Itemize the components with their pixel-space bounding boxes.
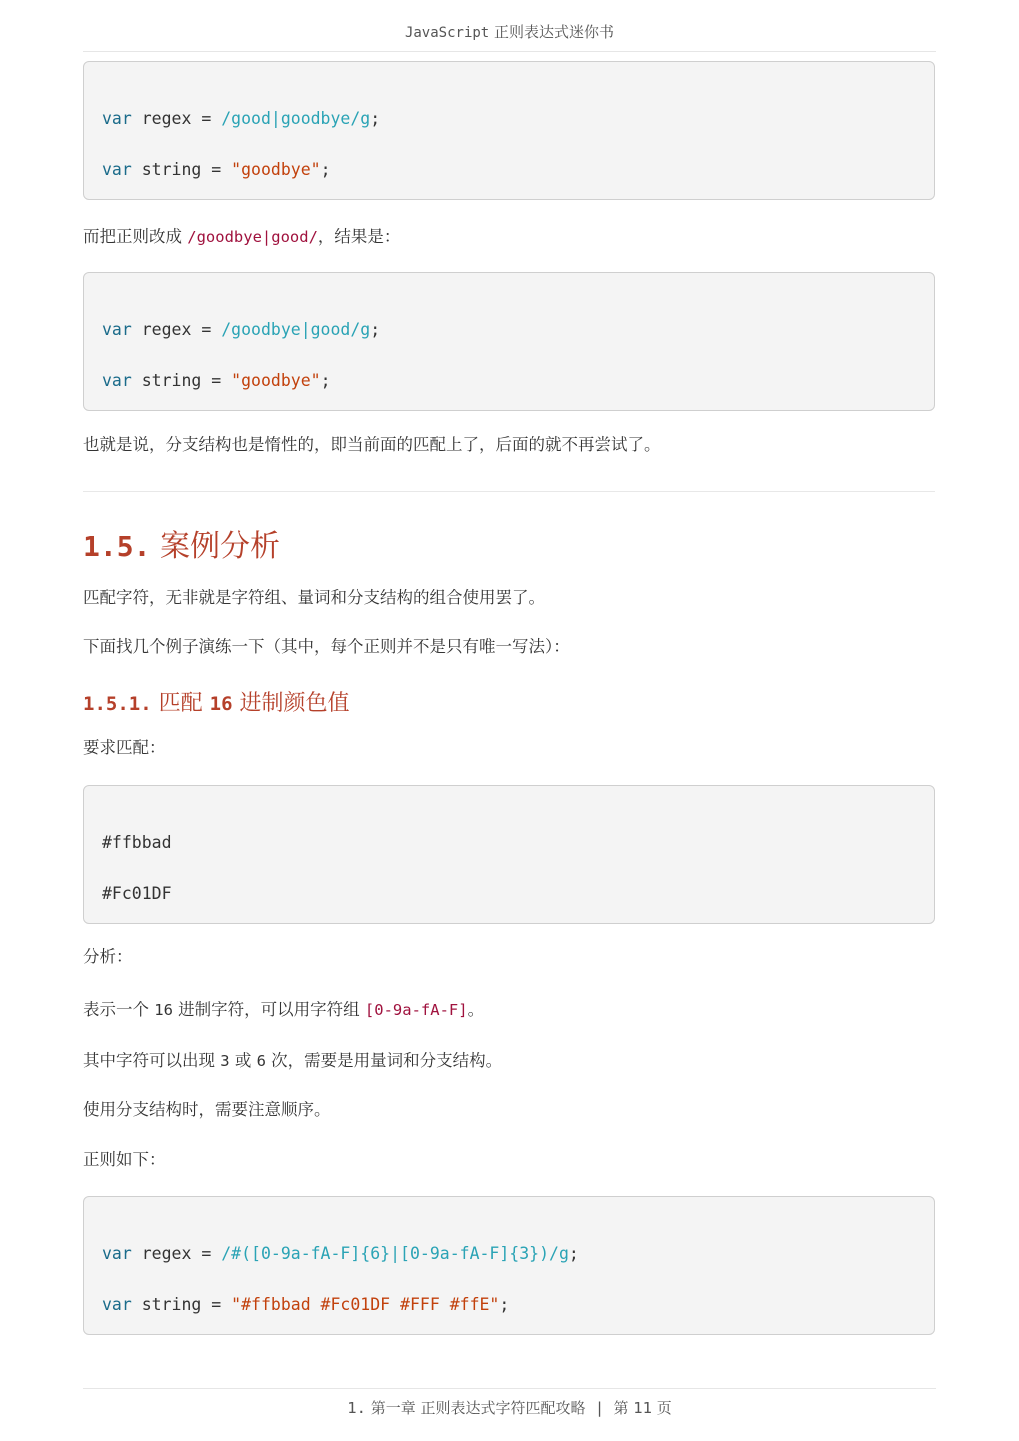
code-text: regex = [131,1244,222,1264]
section-title: 案例分析 [150,529,280,564]
string-literal: "goodbye" [231,159,321,179]
code-text: string = [131,1294,232,1314]
text: ，结果是： [317,227,401,246]
page-header [83,0,936,52]
string-literal: "goodbye" [231,370,321,390]
paragraph-intro: 匹配字符，无非就是字符组、量词和分支结构的组合使用罢了。 [83,588,545,607]
header-title-prefix: JavaScript [404,25,490,41]
code-text: ; [320,370,331,390]
code-line: #ffbbad [102,833,172,853]
number-text: 16 [154,1001,173,1019]
subsection-title-part: 匹配 [151,691,210,716]
paragraph-analysis-label: 分析： [83,947,133,966]
code-text: ; [370,109,381,129]
code-block-3 [83,785,935,924]
regex-literal: /#([0-9a-fA-F]{6}|[0-9a-fA-F]{3})/g [221,1244,569,1264]
code-line: #Fc01DF [102,883,172,903]
code-text: string = [131,370,232,390]
footer-page-text: 页 [651,1399,672,1417]
section-heading [83,524,280,570]
text: 而把正则改成 [83,227,188,246]
section-divider [83,491,935,492]
footer-page-number: 11 [633,1399,652,1417]
paragraph-hex-char [83,997,935,1023]
footer-separator: | [585,1399,614,1417]
code-block-4 [83,1196,935,1335]
header-title-suffix: 正则表达式迷你书 [489,23,615,41]
code-line [102,1241,916,1266]
code-text: regex = [131,320,222,340]
code-line [102,368,916,393]
code-line [102,106,916,131]
number-text: 3 [220,1052,230,1070]
keyword: var [102,109,132,129]
text: 其中字符可以出现 [83,1051,221,1070]
text: 进制字符，可以用字符组 [172,1000,365,1019]
subsection-number: 1.5.1. [83,693,152,715]
code-text: string = [131,159,232,179]
keyword: var [102,159,132,179]
code-text: regex = [131,109,222,129]
keyword: var [102,320,132,340]
footer-chapter-title: 第一章 正则表达式字符匹配攻略 [365,1399,586,1417]
code-line [102,317,916,342]
inline-code: [0-9a-fA-F] [364,1001,468,1019]
paragraph-change-regex [83,224,935,250]
string-literal: "#ffbbad #Fc01DF #FFF #ffE" [231,1294,500,1314]
paragraph-order-note: 使用分支结构时，需要注意顺序。 [83,1100,331,1119]
paragraph-examples: 下面找几个例子演练一下（其中，每个正则并不是只有唯一写法）： [83,637,570,656]
code-text: ; [499,1294,510,1314]
paragraph-quantifier [83,1048,935,1074]
subsection-title-number: 16 [209,693,233,715]
code-line [102,1292,916,1317]
section-number: 1.5. [83,530,151,563]
paragraph-lazy-branch: 也就是说，分支结构也是惰性的，即当前面的匹配上了，后面的就不再尝试了。 [83,435,661,454]
inline-code: /goodbye|good/ [187,228,318,246]
code-block-1 [83,61,935,200]
keyword: var [102,1244,132,1264]
footer-page-text: 第 [613,1399,634,1417]
code-line [102,157,916,182]
regex-literal: /goodbye|good/g [221,320,371,340]
code-block-2 [83,272,935,411]
keyword: var [102,370,132,390]
text: 或 [229,1051,257,1070]
number-text: 6 [256,1052,266,1070]
footer-chapter-number: 1. [347,1399,366,1417]
subsection-title-part: 进制颜色值 [232,691,350,716]
subsection-heading [83,686,350,722]
regex-literal: /good|goodbye/g [221,109,371,129]
text: 。 [467,1000,485,1019]
paragraph-regex-label: 正则如下： [83,1150,166,1169]
text: 表示一个 [83,1000,155,1019]
paragraph-requirement: 要求匹配： [83,738,166,757]
page-footer [83,1388,936,1441]
code-text: ; [568,1244,579,1264]
code-text: ; [370,320,381,340]
code-text: ; [320,159,331,179]
keyword: var [102,1294,132,1314]
text: 次，需要是用量词和分支结构。 [265,1051,503,1070]
